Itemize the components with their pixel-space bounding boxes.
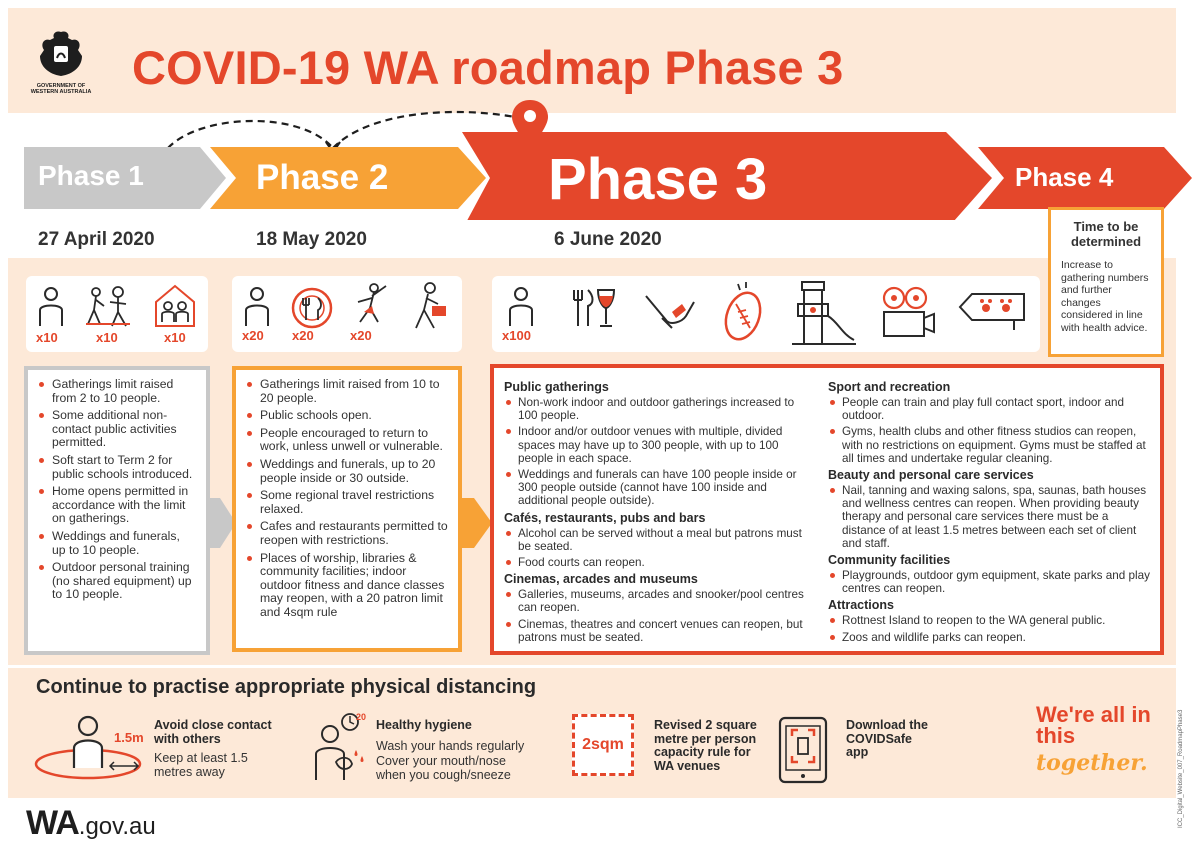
- tip1-title: Avoid close contact with others: [154, 718, 272, 746]
- food-wine-icon: [568, 286, 618, 332]
- crest-icon: [26, 28, 96, 78]
- section-heading: Cafés, restaurants, pubs and bars: [504, 510, 706, 525]
- p2-mult-1: x20: [242, 328, 264, 343]
- wa-crest-logo: [26, 28, 96, 95]
- p1-mult-2: x10: [96, 330, 118, 345]
- p2-mult-3: x20: [350, 328, 372, 343]
- tip1-text: Keep at least 1.5 metres away: [154, 751, 248, 779]
- section-heading: Community facilities: [828, 553, 951, 568]
- playground-icon: [788, 278, 858, 348]
- p3-mult-1: x100: [502, 328, 531, 343]
- phase3-list-box: [490, 364, 1164, 655]
- phase3-label: Phase 3: [548, 147, 768, 212]
- phase3-date: 6 June 2020: [554, 229, 662, 250]
- distancing-title: Continue to practise appropriate physical distancing: [36, 676, 537, 698]
- wa-logo-main: WA: [26, 804, 79, 842]
- side-code: [1178, 700, 1192, 830]
- home-visit-icon: [152, 282, 198, 328]
- list-item: Some regional travel restrictions relaxed.: [246, 489, 448, 516]
- p1-mult-3: x10: [164, 330, 186, 345]
- list-item: Rottnest Island to reopen to the WA general public.: [828, 614, 1154, 627]
- list-item: Weddings and funerals, up to 10 people.: [38, 530, 196, 557]
- phase1-date: 27 April 2020: [38, 229, 155, 250]
- commute-icon: [408, 282, 452, 332]
- p1-mult-1: x10: [36, 330, 58, 345]
- phase2-list-box: [232, 366, 462, 652]
- timer-badge: 20: [356, 712, 367, 722]
- phase2-list: [246, 378, 448, 620]
- list-item: Alcohol can be served without a meal but patrons must be seated.: [504, 527, 810, 553]
- list-item: Cinemas, theatres and concert venues can reopen, but patrons must be seated.: [504, 618, 810, 644]
- list-item: Weddings and funerals, up to 20 people inside or 30 outside.: [246, 458, 448, 485]
- tip4-title: Download the COVIDSafe app: [846, 718, 928, 759]
- dashed-route-1: [168, 121, 333, 148]
- tip3-title: Revised 2 square metre per person capacity rule for WA venues: [654, 718, 757, 773]
- phase2-icons: [232, 276, 462, 352]
- slogan-script: together.: [1036, 750, 1148, 776]
- distancing-icon: [30, 712, 154, 782]
- phase1-list: [38, 378, 196, 602]
- section-heading: Sport and recreation: [828, 380, 951, 394]
- phase3-right-column: [828, 380, 1154, 647]
- list-item: Galleries, museums, arcades and snooker/pool centres can reopen.: [504, 588, 810, 614]
- phase2-date: 18 May 2020: [256, 229, 367, 250]
- list-item: Soft start to Term 2 for public schools introduced.: [38, 454, 196, 481]
- section-heading: Public gatherings: [504, 380, 609, 394]
- list-item: Zoos and wildlife parks can reopen.: [828, 631, 1154, 644]
- phase4-tbd-box: [1048, 207, 1164, 357]
- tip2-text-2: Cover your mouth/nose when you cough/sneeze: [376, 754, 511, 782]
- tip2-text-1: Wash your hands regularly: [376, 739, 525, 753]
- person-icon: [242, 286, 272, 328]
- phase1-list-box: [24, 366, 210, 655]
- list-item: Some additional non-contact public activities permitted.: [38, 409, 196, 450]
- phase3-left-column: [504, 380, 810, 647]
- slogan-text: We're all in this: [1036, 702, 1151, 748]
- crest-caption: GOVERNMENT OF WESTERN AUSTRALIA: [30, 83, 92, 95]
- list-item: People encouraged to return to work, unless unwell or vulnerable.: [246, 427, 448, 454]
- p2-mult-2: x20: [292, 328, 314, 343]
- section-heading: Beauty and personal care services: [828, 468, 1034, 483]
- list-item: Gatherings limit raised from 10 to 20 people.: [246, 378, 448, 405]
- phase2-label: Phase 2: [256, 158, 389, 197]
- 2sqm-icon: [572, 714, 634, 776]
- phase1-label: Phase 1: [38, 160, 144, 191]
- football-icon: [718, 280, 768, 344]
- hiking-group-icon: [84, 284, 132, 330]
- phase4-tbd-note: Increase to gathering numbers and further changes considered in line with health advice.: [1061, 259, 1149, 334]
- covidsafe-app-icon: [778, 716, 834, 786]
- list-item: Cafes and restaurants permitted to reopen with restrictions.: [246, 520, 448, 547]
- phase1-icons: [26, 276, 208, 352]
- list-item: Gatherings limit raised from 2 to 10 people.: [38, 378, 196, 405]
- cinema-projector-icon: [878, 286, 938, 344]
- list-item: Non-work indoor and outdoor gatherings increased to 100 people.: [504, 396, 810, 422]
- list-item: Nail, tanning and waxing salons, spa, saunas, bath houses and wellness centres can reopen. When providing beauty therapy and personal care services there must be a distance of at least 1.5 metres between each set of client and staff.: [828, 484, 1154, 550]
- section-heading: Cinemas, arcades and museums: [504, 572, 698, 587]
- phase3-icons: [492, 276, 1040, 352]
- person-icon: [506, 286, 536, 328]
- list-item: People can train and play full contact sport, indoor and outdoor.: [828, 396, 1154, 422]
- person-icon: [36, 286, 66, 328]
- list-item: Indoor and/or outdoor venues with multiple, divided spaces may have up to 300 people, with up to 100 people in each space.: [504, 425, 810, 465]
- arrow-right-icon: [462, 498, 492, 548]
- zoo-sign-icon: [958, 290, 1030, 330]
- phase4-label: Phase 4: [1015, 162, 1114, 192]
- distance-badge: 1.5m: [114, 730, 144, 745]
- list-item: Outdoor personal training (no shared equipment) up to 10 people.: [38, 561, 196, 602]
- 2sqm-badge: 2sqm: [582, 736, 624, 753]
- document-code: ICC_Digital_Website_007_RoadmapPhase3: [1178, 709, 1184, 828]
- list-item: Places of worship, libraries & community facilities; indoor outdoor fitness and dance classes may reopen, with a 20 patron limit and 4sqm rule: [246, 552, 448, 620]
- nail-salon-icon: [642, 292, 698, 332]
- tip2-title: Healthy hygiene: [376, 718, 472, 732]
- list-item: Home opens permitted in accordance with the limit on gatherings.: [38, 485, 196, 526]
- dining-plate-icon: [290, 286, 334, 330]
- list-item: Gyms, health clubs and other fitness studios can reopen, with no restrictions on equipment. Gyms must be staffed at all times and undertake regular cleaning.: [828, 425, 1154, 465]
- section-heading: Attractions: [828, 598, 894, 613]
- list-item: Food courts can reopen.: [504, 556, 810, 569]
- wa-gov-logo: [26, 804, 156, 843]
- dance-icon: [348, 282, 392, 328]
- list-item: Public schools open.: [246, 409, 448, 423]
- list-item: Weddings and funerals can have 100 people inside or 300 people outside (cannot have 100 inside and additional people outside).: [504, 468, 810, 508]
- wa-logo-domain: .gov.au: [78, 813, 156, 840]
- phase4-tbd-title: Time to be determined: [1070, 219, 1142, 249]
- list-item: Playgrounds, outdoor gym equipment, skate parks and play centres can reopen.: [828, 569, 1154, 595]
- page-title: COVID-19 WA roadmap Phase 3: [132, 41, 844, 94]
